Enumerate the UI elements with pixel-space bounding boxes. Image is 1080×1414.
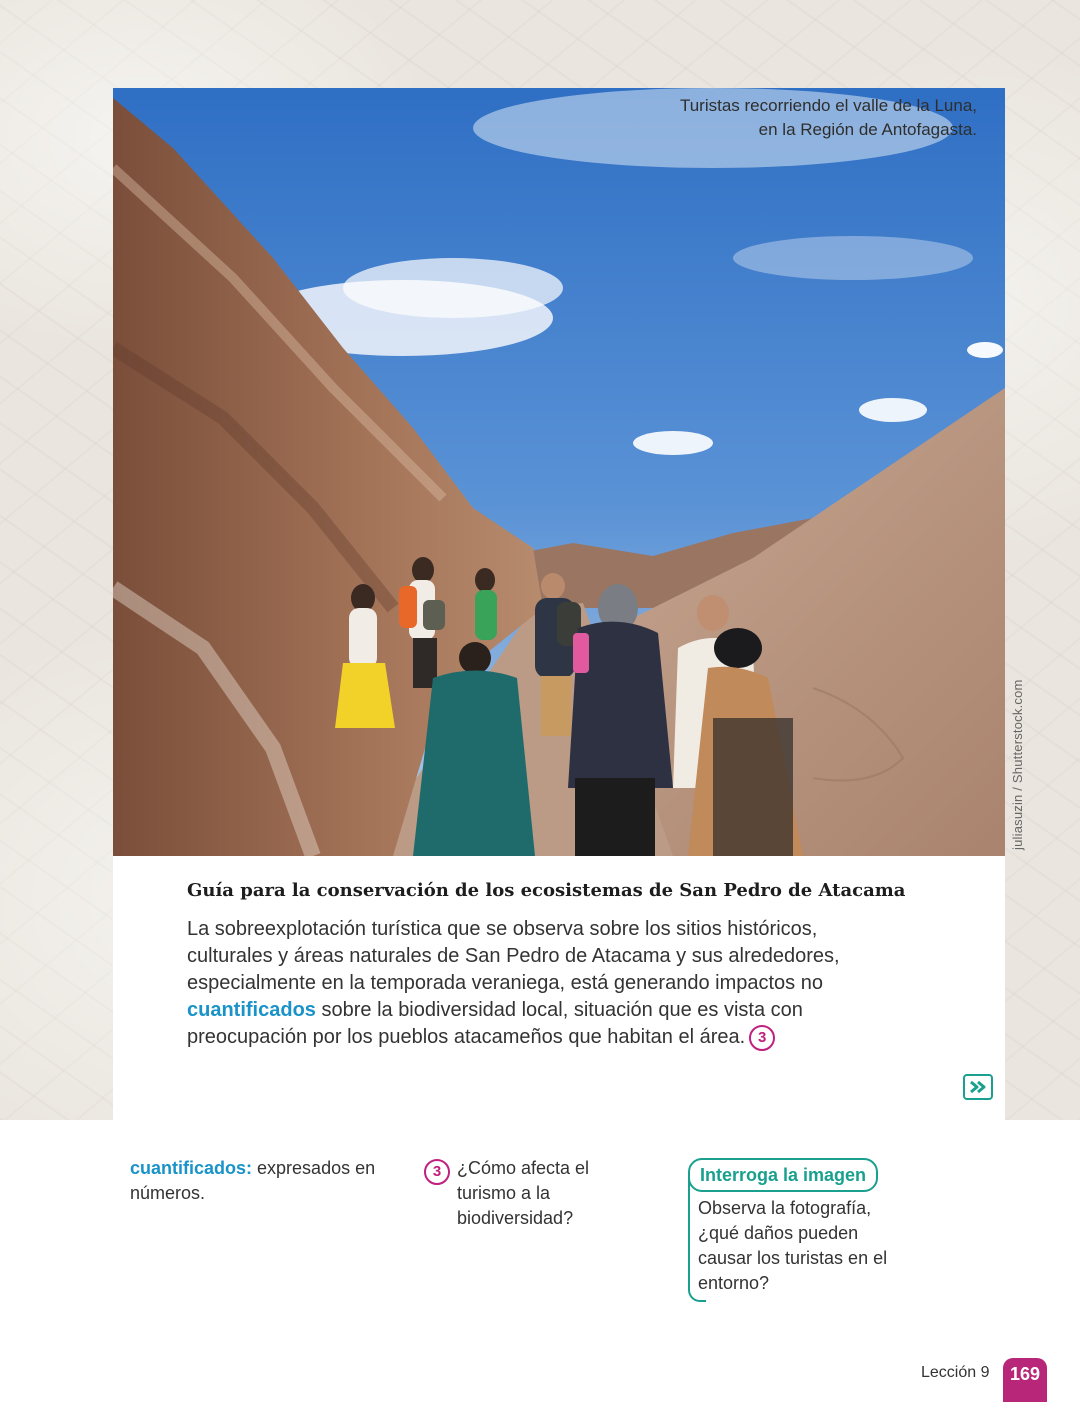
caption-line-2: en la Región de Antofagasta. (758, 120, 977, 139)
article-body (187, 916, 887, 1051)
article-text-end: sobre la biodiversidad local, situación que es vista con preocupación por los pueblos atacameños que habitan el área. (187, 999, 803, 1048)
continue-button[interactable] (963, 1074, 993, 1100)
lesson-label: Lección 9 (921, 1364, 990, 1381)
article-title: Guía para la conservación de los ecosistemas de San Pedro de Atacama (187, 880, 906, 901)
glossary-keyword-link[interactable]: cuantificados (187, 999, 316, 1021)
glossary-note (130, 1156, 390, 1206)
double-chevron-right-icon (968, 1080, 988, 1094)
photo-caption (680, 94, 977, 142)
page-number: 169 (1003, 1358, 1047, 1402)
question-text: ¿Cómo afecta el turismo a la biodiversidad? (457, 1158, 590, 1228)
valle-de-la-luna-photo (113, 88, 1005, 856)
question-reference-badge[interactable]: 3 (749, 1025, 775, 1051)
article-text-start: La sobreexplotación turística que se observa sobre los sitios históricos, culturales y áreas naturales de San Pedro de Atacama y sus alrededores, especialmente en la temporada veraniega, está generando impactos no (187, 918, 840, 994)
interroga-la-imagen-box (688, 1158, 898, 1302)
glossary-term: cuantificados: (130, 1158, 253, 1178)
question-note (424, 1156, 624, 1231)
interroga-text: Observa la fotografía, ¿qué daños pueden causar los turistas en el entorno? (698, 1198, 888, 1293)
caption-line-1: Turistas recorriendo el valle de la Luna, (679, 96, 977, 115)
glossary-definition: expresados en números. (130, 1158, 376, 1203)
photo-credit: juliasuzin / Shutterstock.com (1010, 679, 1025, 850)
interroga-title: Interroga la imagen (688, 1158, 878, 1192)
question-number-badge: 3 (424, 1159, 450, 1185)
